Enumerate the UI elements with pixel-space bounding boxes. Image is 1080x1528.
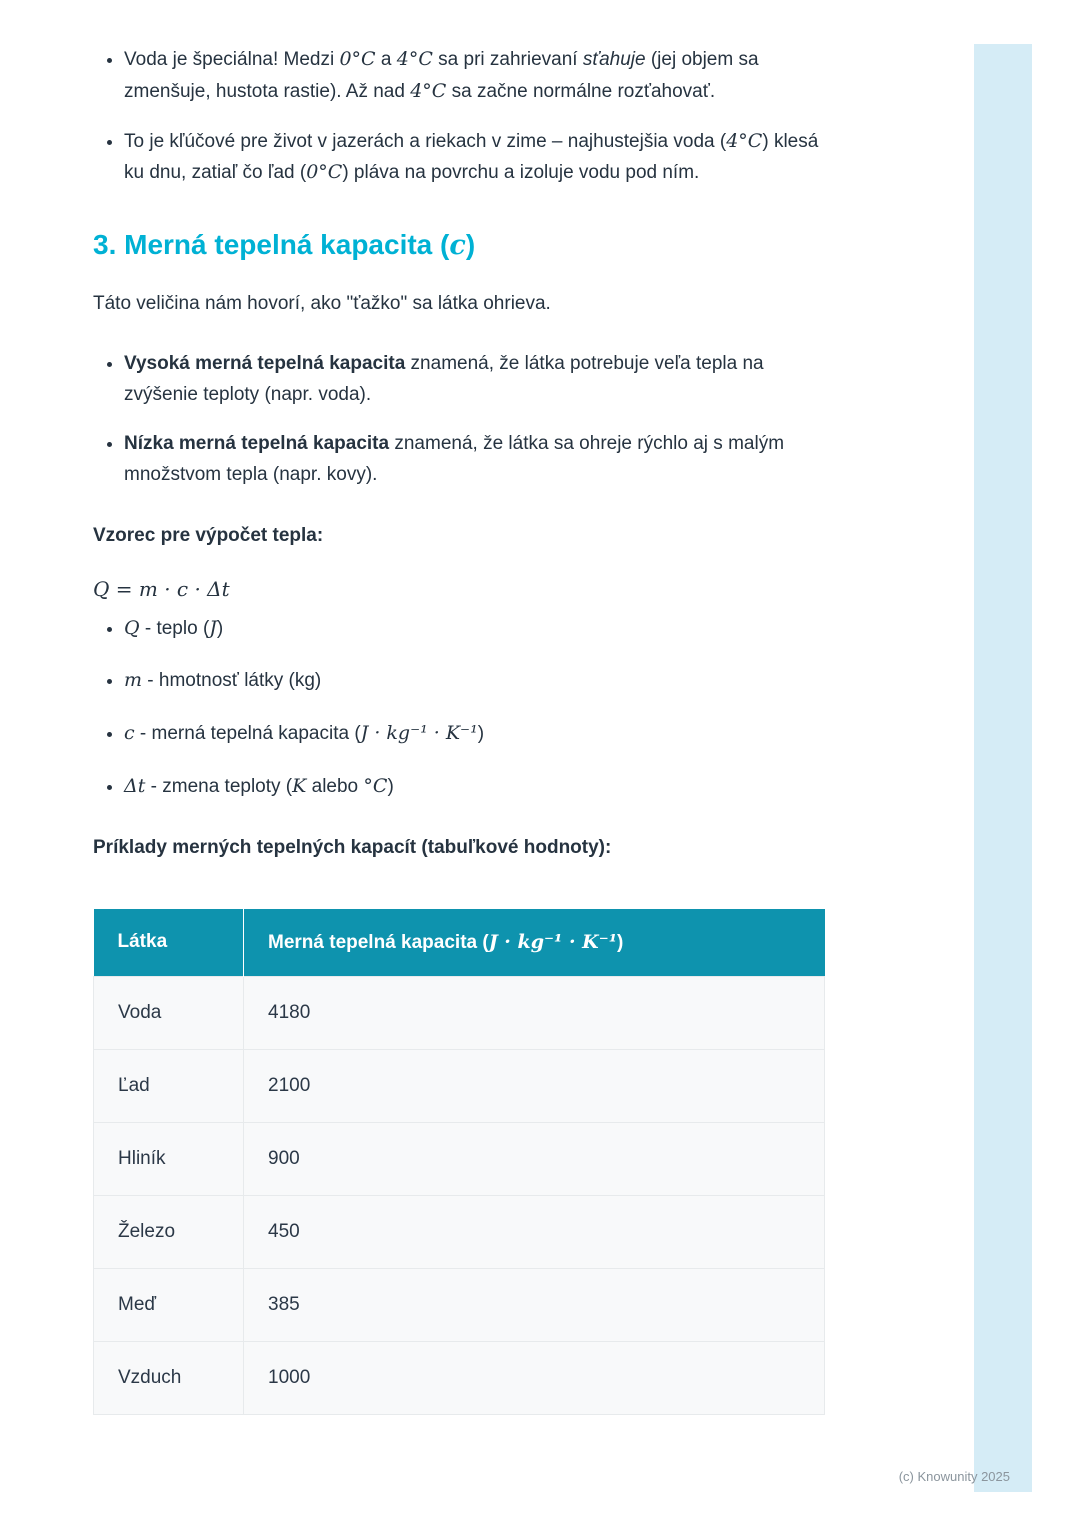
var-dt bbox=[124, 771, 829, 803]
math-delta-t: Δt bbox=[124, 774, 146, 797]
math-units: J · kg⁻¹ · K⁻¹ bbox=[488, 930, 618, 953]
table-header-row bbox=[94, 909, 825, 977]
cell-substance: Voda bbox=[94, 976, 244, 1049]
math-j: J bbox=[209, 616, 217, 639]
table-body bbox=[94, 976, 825, 1414]
cell-value: 450 bbox=[244, 1195, 825, 1268]
text-segment: Voda je špeciálna! Medzi bbox=[124, 49, 340, 70]
math-degc: °C bbox=[363, 774, 388, 797]
var-c bbox=[124, 718, 829, 750]
emphasized-word: sťahuje bbox=[582, 49, 646, 70]
cell-substance: Hliník bbox=[94, 1122, 244, 1195]
examples-label: Príklady merných tepelných kapacít (tabuľkové hodnoty): bbox=[93, 836, 612, 858]
text-segment: znamená, že látka potrebuje veľa tepla na zvýšenie teploty (napr. voda). bbox=[124, 353, 764, 406]
text-segment: (jej objem sa zmenšuje, hustota rastie). Až nad bbox=[124, 49, 759, 102]
heat-equation: Q = m · c · Δt bbox=[93, 576, 230, 601]
text-segment: - merná tepelná kapacita ( bbox=[134, 723, 361, 745]
bullet-low-capacity bbox=[124, 429, 829, 491]
math-c: c bbox=[124, 722, 135, 745]
table-header bbox=[94, 909, 825, 977]
text-segment: - hmotnosť látky (kg) bbox=[142, 670, 322, 692]
cell-value: 4180 bbox=[244, 976, 825, 1049]
header-text: Merná tepelná kapacita ( bbox=[268, 931, 489, 953]
math-4c: 4°C bbox=[726, 129, 763, 152]
section-lead: Táto veličina nám hovorí, ako "ťažko" sa látka ohrieva. bbox=[93, 293, 551, 315]
bullet-lakes-winter bbox=[124, 126, 829, 190]
cell-value: 900 bbox=[244, 1122, 825, 1195]
math-q: Q bbox=[124, 616, 140, 639]
table-row bbox=[94, 1195, 825, 1268]
heat-capacity-table bbox=[93, 909, 825, 1415]
bold-segment: Vysoká merná tepelná kapacita bbox=[124, 353, 406, 375]
var-m bbox=[124, 665, 829, 697]
bullet-high-capacity bbox=[124, 349, 829, 411]
math-4c: 4°C bbox=[410, 79, 447, 102]
copyright-note: (c) Knowunity 2025 bbox=[898, 1469, 1010, 1484]
text-segment: znamená, že látka sa ohreje rýchlo aj s malým množstvom tepla (napr. kovy). bbox=[124, 432, 785, 485]
header-cell-latka: Látka bbox=[94, 909, 244, 977]
header-cell-capacity bbox=[244, 909, 825, 977]
text-segment: sa začne normálne rozťahovať. bbox=[446, 80, 716, 102]
text-segment: - zmena teploty ( bbox=[145, 775, 293, 797]
cell-value: 385 bbox=[244, 1268, 825, 1341]
text-segment: sa pri zahrievaní bbox=[432, 49, 583, 70]
math-k: K bbox=[292, 774, 307, 797]
text-segment: ) pláva na povrchu a izoluje vodu pod ním. bbox=[342, 162, 700, 184]
bullet-water-special bbox=[124, 44, 829, 108]
heading-text: 3. Merná tepelná kapacita ( bbox=[93, 229, 450, 261]
text-segment: a bbox=[375, 49, 397, 70]
text-segment: To je kľúčové pre život v jazerách a riekach v zime – najhustejšia voda ( bbox=[124, 130, 727, 152]
header-text: ) bbox=[617, 931, 624, 953]
table-row bbox=[94, 976, 825, 1049]
cell-substance: Meď bbox=[94, 1268, 244, 1341]
cell-substance: Železo bbox=[94, 1195, 244, 1268]
table-row bbox=[94, 1341, 825, 1414]
text-segment: - teplo ( bbox=[139, 617, 210, 639]
text-segment: ) bbox=[216, 617, 224, 639]
var-q bbox=[124, 613, 829, 645]
table-row bbox=[94, 1268, 825, 1341]
section-heading bbox=[93, 229, 850, 261]
cell-substance: Ľad bbox=[94, 1049, 244, 1122]
bold-segment: Nízka merná tepelná kapacita bbox=[124, 432, 390, 454]
cell-value: 1000 bbox=[244, 1341, 825, 1414]
text-segment: ) bbox=[477, 723, 485, 745]
capacity-bullet-list bbox=[93, 349, 829, 490]
text-segment: ) klesá ku dnu, zatiaľ čo ľad ( bbox=[124, 130, 819, 184]
right-accent-stripe bbox=[974, 44, 1032, 1492]
heading-text: ) bbox=[465, 229, 476, 261]
text-segment: alebo bbox=[306, 775, 364, 797]
table-row bbox=[94, 1049, 825, 1122]
math-4c: 4°C bbox=[396, 48, 433, 70]
math-0c: 0°C bbox=[339, 48, 376, 70]
cell-value: 2100 bbox=[244, 1049, 825, 1122]
math-c-symbol: c bbox=[449, 230, 466, 262]
formula-label: Vzorec pre výpočet tepla: bbox=[93, 524, 324, 546]
cell-substance: Vzduch bbox=[94, 1341, 244, 1414]
variable-list bbox=[93, 613, 829, 803]
math-units: J · kg⁻¹ · K⁻¹ bbox=[360, 722, 478, 745]
math-m: m bbox=[124, 669, 143, 692]
text-segment: ) bbox=[387, 775, 394, 797]
math-0c: 0°C bbox=[306, 161, 343, 184]
table-row bbox=[94, 1122, 825, 1195]
intro-bullet-list bbox=[93, 44, 829, 189]
